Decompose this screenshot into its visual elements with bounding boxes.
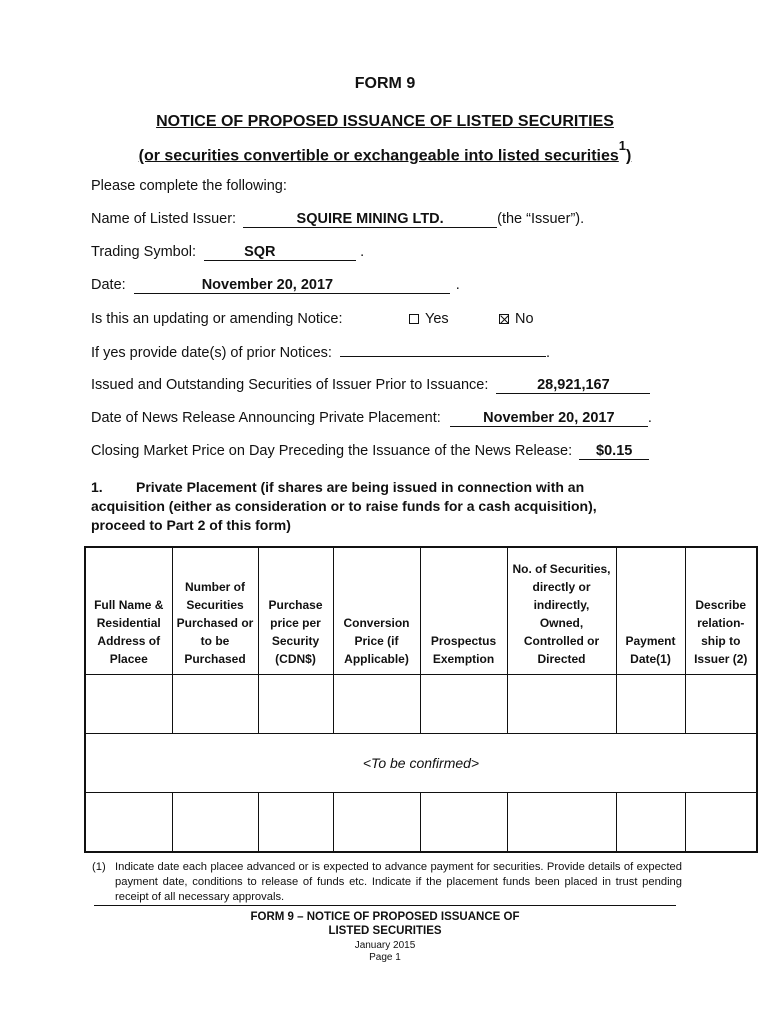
table-cell[interactable] [507,675,616,734]
news-row [91,410,652,427]
footer-title-line2: LISTED SECURITIES [328,925,442,937]
updating-label: Is this an updating or amending Notice: [91,311,343,327]
closing-field[interactable]: $0.15 [579,443,649,460]
closing-row [91,443,649,460]
table-header-row [85,547,757,675]
closing-label: Closing Market Price on Day Preceding the Issuance of the News Release: [91,443,573,459]
no-option[interactable] [499,311,534,327]
form-subtitle [0,138,770,165]
table-cell[interactable] [507,793,616,853]
date-label: Date: [91,277,126,293]
table-cell[interactable] [333,675,420,734]
col-header-price: Purchase price per Security (CDN$) [258,547,333,675]
issuer-field[interactable]: SQUIRE MINING LTD. [243,211,497,228]
table-cell[interactable] [258,793,333,853]
table-cell[interactable] [333,793,420,853]
date-field[interactable] [134,277,450,294]
page-number: Page 1 [369,952,401,963]
section1-heading [91,478,711,535]
form-subtitle-close: ) [626,147,632,165]
prior-field[interactable] [340,344,546,357]
col-header-name: Full Name & Residential Address of Placee [85,547,172,675]
news-label: Date of News Release Announcing Private Placement: [91,410,441,426]
table-cell[interactable] [85,793,172,853]
table-cell[interactable] [420,793,507,853]
table-cell[interactable] [685,793,757,853]
news-suffix: . [647,410,652,426]
symbol-row [91,244,364,261]
col-header-exemption: Prospectus Exemption [420,547,507,675]
to-be-confirmed-cell: <To be confirmed> [85,734,757,793]
section1-line1 [91,478,711,497]
symbol-value: SQR [244,244,276,260]
news-field[interactable]: November 20, 2017 [450,410,648,427]
symbol-label: Trading Symbol: [91,244,197,260]
footer-title-line1: FORM 9 – NOTICE OF PROPOSED ISSUANCE OF [250,911,520,923]
col-header-number: Number of Securities Purchased or to be Purchased [172,547,258,675]
section1-line1-text: Private Placement (if shares are being issued in connection with an [136,479,585,495]
form-number: FORM 9 [354,75,416,92]
table-cell[interactable] [616,675,685,734]
prior-suffix: . [546,345,551,361]
col-header-conversion: Conversion Price (if Applicable) [333,547,420,675]
col-header-owned: No. of Securities, directly or indirectly, Owned, Controlled or Directed [507,547,616,675]
section1-line3: proceed to Part 2 of this form) [91,517,291,533]
col-header-payment: Payment Date(1) [616,547,685,675]
footer-date: January 2015 [354,940,416,951]
no-checkbox[interactable] [499,314,509,324]
date-row [91,277,460,294]
table-cell[interactable] [420,675,507,734]
no-label: No [515,311,534,327]
footer-meta [80,940,690,964]
table-row [85,734,757,793]
form-title: NOTICE OF PROPOSED ISSUANCE OF LISTED SECURITIES [156,113,614,130]
table-cell[interactable] [616,793,685,853]
footnote-ref: 1 [618,138,627,153]
issuer-label: Name of Listed Issuer: [91,211,237,227]
prior-row [91,344,550,361]
intro-text: Please complete the following: [91,178,287,194]
prior-label: If yes provide date(s) of prior Notices: [91,345,332,361]
section1-line2: acquisition (either as consideration or to raise funds for a cash acquisition), [91,498,597,514]
footnote [92,860,682,905]
footer-divider [94,905,676,906]
footer-title [80,910,690,938]
yes-checkbox[interactable] [409,314,419,324]
table-cell[interactable] [258,675,333,734]
date-value: November 20, 2017 [201,277,334,293]
form-subtitle-text: (or securities convertible or exchangeable into listed securities [138,147,619,165]
footnote-number: (1) [92,861,106,873]
col-header-relationship: Describe relation-ship to Issuer (2) [685,547,757,675]
outstanding-row [91,377,650,394]
outstanding-label: Issued and Outstanding Securities of Issuer Prior to Issuance: [91,377,489,393]
table-cell[interactable] [172,675,258,734]
outstanding-field[interactable]: 28,921,167 [496,377,650,394]
table-row [85,675,757,734]
symbol-field[interactable] [204,244,356,261]
placement-table [84,546,758,853]
date-suffix: . [455,277,460,293]
table-row [85,793,757,853]
table-cell[interactable] [172,793,258,853]
symbol-suffix: . [360,244,365,260]
table-cell[interactable] [685,675,757,734]
section1-number: 1. [91,479,103,495]
issuer-suffix: (the “Issuer”). [497,211,585,227]
issuer-row [91,211,584,228]
yes-label: Yes [425,311,449,327]
table-cell[interactable] [85,675,172,734]
yes-option[interactable] [409,311,449,327]
footnote-text: Indicate date each placee advanced or is expected to advance payment for securities. Provide details of expected payment date, conditions to release of funds etc. Indicate if the placement funds been placed in trust pending receipt of all necessary approvals. [115,861,682,903]
